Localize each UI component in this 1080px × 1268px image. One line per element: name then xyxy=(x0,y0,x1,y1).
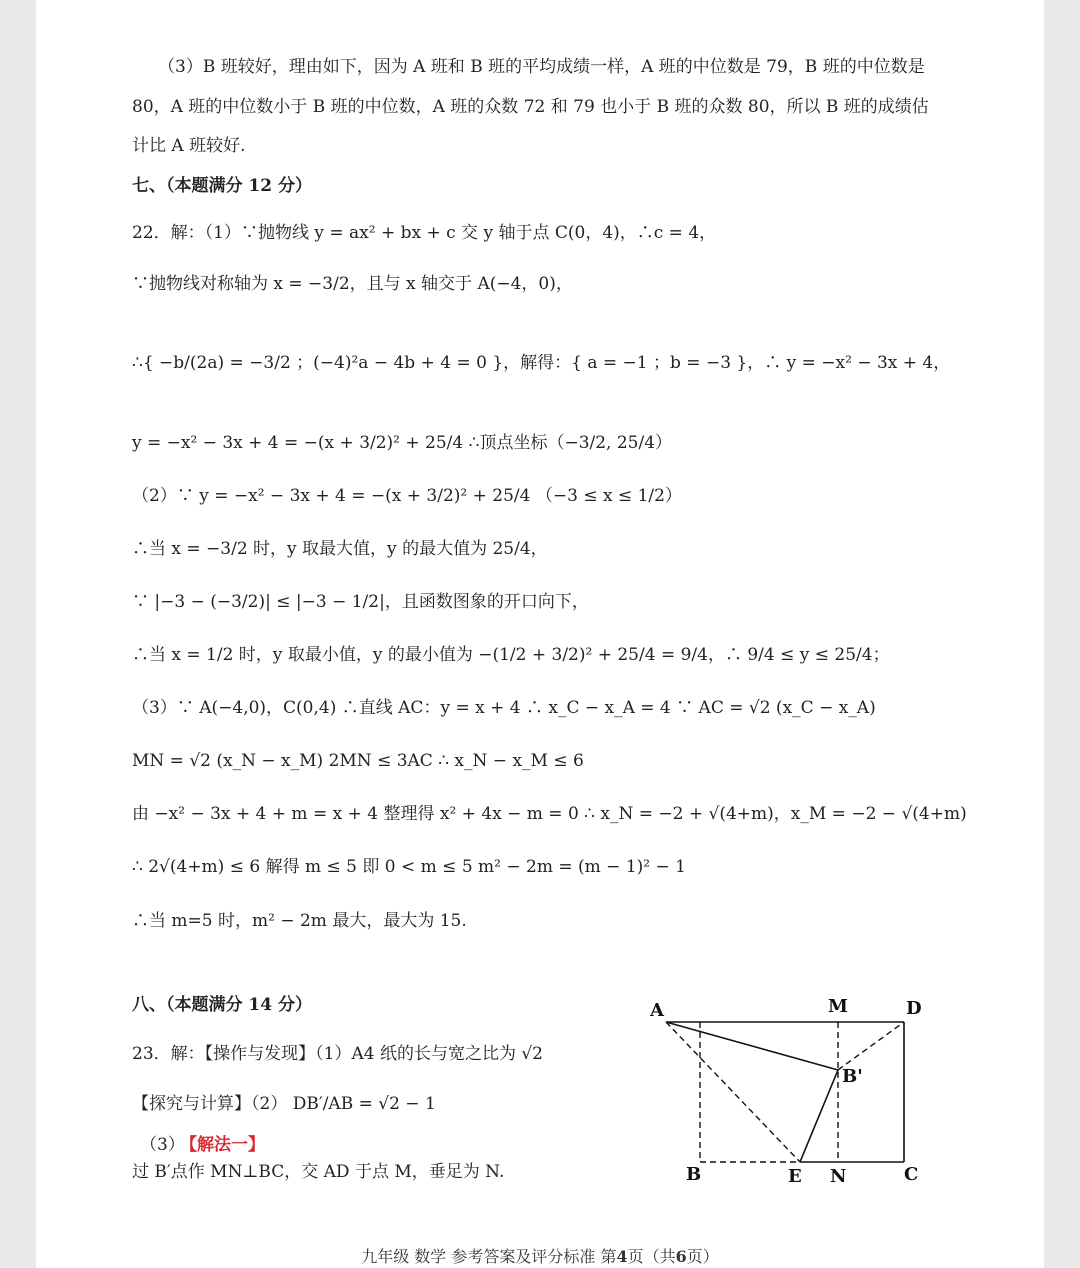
text-line: ∴当 x = 1/2 时，y 取最小值，y 的最小值为 −(1/2 + 3/2)² + 25/4 = 9/4，∴ 9/4 ≤ y ≤ 25/4； xyxy=(132,645,890,665)
text-line: 22．解：（1）∵抛物线 y = ax² + bx + c 交 y 轴于点 C(0，4)，∴c = 4， xyxy=(132,223,717,243)
point-label: C xyxy=(904,1164,919,1185)
text-line: （3） xyxy=(140,1135,185,1155)
point-label: A xyxy=(650,1000,664,1021)
text-line: 23．解：【操作与发现】（1）A4 纸的长与宽之比为 √2 xyxy=(132,1044,543,1064)
segment-b-prime-e xyxy=(800,1070,838,1162)
text-line: 【探究与计算】（2） DB′/AB = √2 − 1 xyxy=(132,1094,436,1114)
page-footer xyxy=(36,1244,1044,1267)
text-line: y = −x² − 3x + 4 = −(x + 3/2)² + 25/4 ∴顶点坐标（−3/2, 25/4） xyxy=(132,433,673,453)
point-label: M xyxy=(828,996,848,1017)
document-page xyxy=(36,0,1044,1268)
text-line: （3）B 班较好，理由如下，因为 A 班和 B 班的平均成绩一样，A 班的中位数是 79，B 班的中位数是 xyxy=(158,57,925,77)
text-line: 80，A 班的中位数小于 B 班的中位数，A 班的众数 72 和 79 也小于 B 班的众数 80，所以 B 班的成绩估 xyxy=(132,97,929,117)
fold-ae-dashed xyxy=(666,1022,800,1162)
text-line: 过 B′点作 MN⊥BC，交 AD 于点 M，垂足为 N. xyxy=(132,1162,505,1182)
footer-prefix: 九年级 数学 参考答案及评分标准 第 xyxy=(361,1247,617,1266)
footer-suffix: 页） xyxy=(686,1247,719,1266)
point-label: N xyxy=(830,1166,847,1187)
section-heading: 七、（本题满分 12 分） xyxy=(132,176,312,196)
segment-ab-prime xyxy=(666,1022,838,1070)
point-label: B xyxy=(686,1164,702,1185)
point-label: E xyxy=(788,1166,802,1187)
text-line: （3）∵ A(−4,0)，C(0,4) ∴直线 AC：y = x + 4 ∴ x_C − x_A = 4 ∵ AC = √2 (x_C − x_A) xyxy=(132,698,876,718)
text-line: ∴当 m=5 时，m² − 2m 最大，最大为 15. xyxy=(132,911,467,931)
text-line: ∵ |−3 − (−3/2)| ≤ |−3 − 1/2|，且函数图象的开口向下， xyxy=(132,592,589,612)
point-label: B' xyxy=(842,1066,863,1087)
footer-page-number: 4 xyxy=(616,1247,628,1266)
text-line: ∴当 x = −3/2 时，y 取最大值，y 的最大值为 25/4， xyxy=(132,539,548,559)
text-line: ∴ 2√(4+m) ≤ 6 解得 m ≤ 5 即 0 < m ≤ 5 m² − 2m = (m − 1)² − 1 xyxy=(132,857,686,877)
footer-total-pages: 6 xyxy=(675,1247,687,1266)
text-line: 计比 A 班较好. xyxy=(132,136,246,156)
text-line: ∴{ −b/(2a) = −3/2 ；(−4)²a − 4b + 4 = 0 }，解得：{ a = −1 ；b = −3 }，∴ y = −x² − 3x + 4， xyxy=(132,353,951,373)
method-label: 【解法一】 xyxy=(180,1135,265,1155)
text-line: MN = √2 (x_N − x_M) 2MN ≤ 3AC ∴ x_N − x_M ≤ 6 xyxy=(132,751,584,771)
footer-mid: 页（共 xyxy=(627,1247,676,1266)
geometry-figure xyxy=(640,990,940,1190)
segment-b-prime-d-dashed xyxy=(838,1022,904,1070)
text-line: 由 −x² − 3x + 4 + m = x + 4 整理得 x² + 4x − m = 0 ∴ x_N = −2 + √(4+m)，x_M = −2 − √(4+m) xyxy=(132,804,967,824)
text-line: （2）∵ y = −x² − 3x + 4 = −(x + 3/2)² + 25/4 （−3 ≤ x ≤ 1/2） xyxy=(132,486,682,506)
text-line: ∵抛物线对称轴为 x = −3/2，且与 x 轴交于 A(−4，0)， xyxy=(132,274,573,294)
point-label: D xyxy=(906,998,922,1019)
section-heading: 八、（本题满分 14 分） xyxy=(132,995,312,1015)
